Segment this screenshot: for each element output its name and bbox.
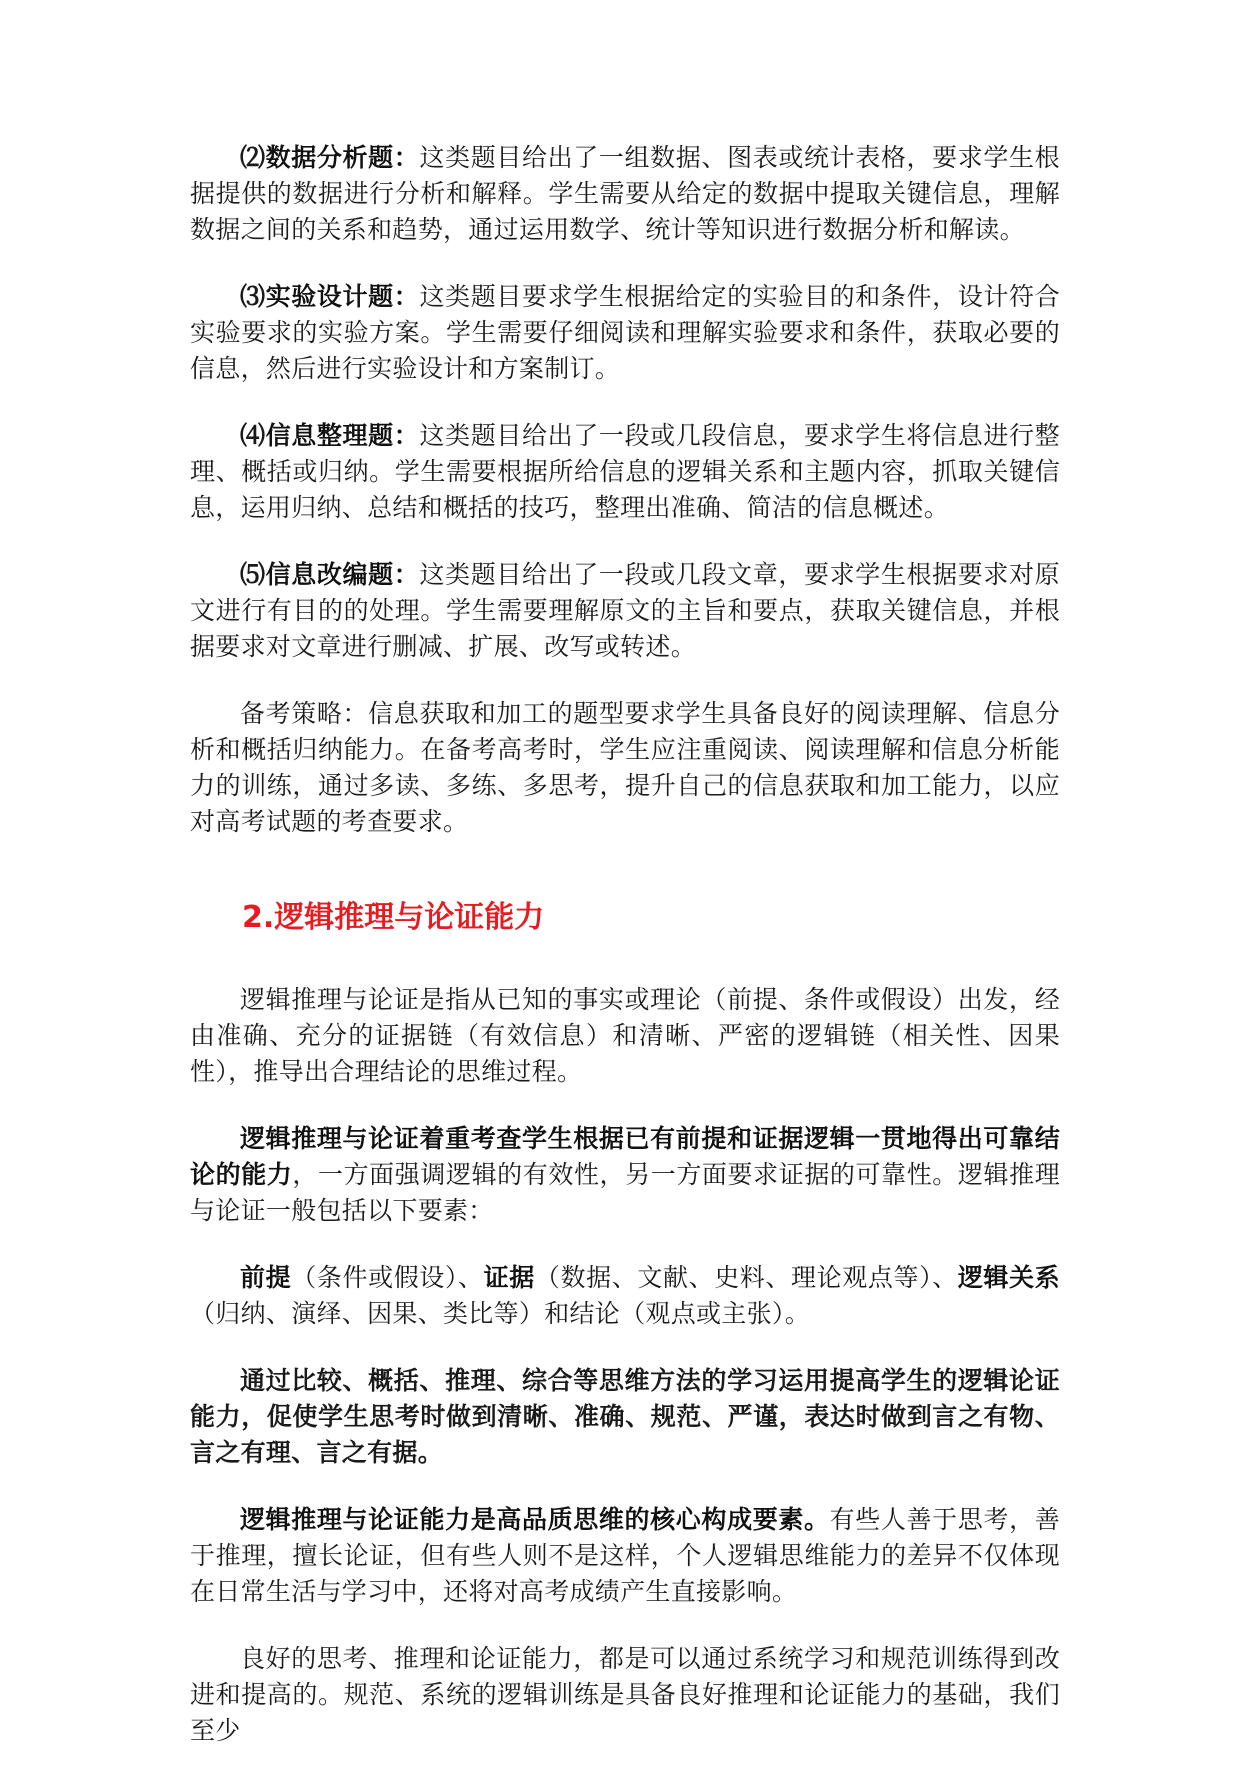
element-premise: 前提 bbox=[240, 1263, 292, 1292]
item-term: 数据分析题： bbox=[265, 143, 420, 172]
training-paragraph: 良好的思考、推理和论证能力，都是可以通过系统学习和规范训练得到改进和提高的。规范、系统的逻辑训练是具备良好推理和论证能力的基础，我们至少 bbox=[190, 1644, 1060, 1745]
method-paragraph: 通过比较、概括、推理、综合等思维方法的学习运用提高学生的逻辑论证能力，促使学生思考时做到清晰、准确、规范、严谨，表达时做到言之有物、言之有理、言之有据。 bbox=[190, 1366, 1060, 1467]
item-term: 实验设计题： bbox=[265, 282, 420, 311]
focus-paragraph bbox=[190, 1121, 1060, 1229]
item-term: 信息改编题： bbox=[265, 560, 420, 589]
item-number: ⑸ bbox=[240, 560, 266, 589]
item-text: 这类题目要求学生根据给定的实验目的和条件，设计符合实验要求的实验方案。学生需要仔细阅读和理解实验要求和条件，获取必要的信息，然后进行实验设计和方案制订。 bbox=[190, 282, 1060, 383]
core-paragraph bbox=[190, 1502, 1060, 1610]
item-info-organizing bbox=[190, 418, 1060, 526]
item-data-analysis bbox=[190, 140, 1060, 248]
section-heading: 2.逻辑推理与论证能力 bbox=[242, 900, 545, 935]
item-text: 这类题目给出了一段或几段信息，要求学生将信息进行整理、概括或归纳。学生需要根据所给信息的逻辑关系和主题内容，抓取关键信息，运用归纳、总结和概括的技巧，整理出准确、简洁的信息概述。 bbox=[190, 421, 1060, 522]
item-number: ⑷ bbox=[240, 421, 266, 450]
elements-paragraph bbox=[190, 1260, 1060, 1332]
focus-rest-text: ，一方面强调逻辑的有效性，另一方面要求证据的可靠性。逻辑推理与论证一般包括以下要素： bbox=[190, 1160, 1060, 1225]
core-bold-text: 逻辑推理与论证能力是高品质思维的核心构成要素。 bbox=[240, 1505, 830, 1534]
item-experiment-design bbox=[190, 279, 1060, 387]
element-evidence-note: （数据、文献、史料、理论观点等）、 bbox=[534, 1263, 958, 1292]
element-logic: 逻辑关系 bbox=[957, 1263, 1060, 1292]
item-term: 信息整理题： bbox=[265, 421, 420, 450]
core-rest-text: 有些人善于思考，善于推理，擅长论证，但有些人则不是这样，个人逻辑思维能力的差异不仅体现在日常生活与学习中，还将对高考成绩产生直接影响。 bbox=[190, 1505, 1061, 1606]
element-evidence: 证据 bbox=[483, 1263, 535, 1292]
item-text: 这类题目给出了一段或几段文章，要求学生根据要求对原文进行有目的的处理。学生需要理解原文的主旨和要点，获取关键信息，并根据要求对文章进行删减、扩展、改写或转述。 bbox=[190, 560, 1060, 661]
definition-paragraph: 逻辑推理与论证是指从已知的事实或理论（前提、条件或假设）出发，经由准确、充分的证据链（有效信息）和清晰、严密的逻辑链（相关性、因果性），推导出合理结论的思维过程。 bbox=[190, 985, 1060, 1086]
item-info-adaptation bbox=[190, 557, 1060, 665]
element-premise-note: （条件或假设）、 bbox=[291, 1263, 484, 1292]
item-number: ⑶ bbox=[240, 282, 266, 311]
item-number: ⑵ bbox=[240, 143, 266, 172]
document-page bbox=[190, 140, 1060, 1780]
element-logic-note: （归纳、演绎、因果、类比等）和结论（观点或主张）。 bbox=[190, 1299, 811, 1328]
item-text: 这类题目给出了一组数据、图表或统计表格，要求学生根据提供的数据进行分析和解释。学生需要从给定的数据中提取关键信息，理解数据之间的关系和趋势，通过运用数学、统计等知识进行数据分析和解读。 bbox=[190, 143, 1060, 244]
strategy-paragraph: 备考策略：信息获取和加工的题型要求学生具备良好的阅读理解、信息分析和概括归纳能力。在备考高考时，学生应注重阅读、阅读理解和信息分析能力的训练，通过多读、多练、多思考，提升自己的信息获取和加工能力，以应对高考试题的考查要求。 bbox=[190, 699, 1060, 836]
focus-bold-text: 逻辑推理与论证着重考查学生根据已有前提和证据逻辑一贯地得出可靠结论的能力 bbox=[190, 1124, 1060, 1189]
